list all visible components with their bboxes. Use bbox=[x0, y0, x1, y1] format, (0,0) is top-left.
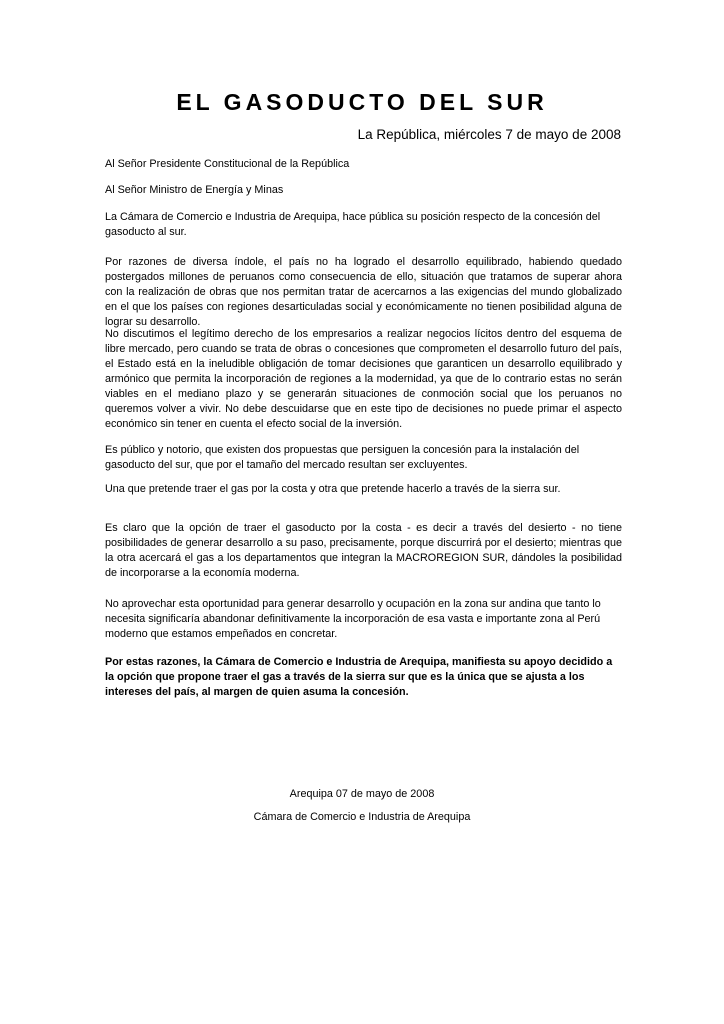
paragraph-coast-or-sierra: Una que pretende traer el gas por la costa y otra que pretende hacerlo a través de la sierra sur. bbox=[105, 483, 561, 495]
publication-dateline: La República, miércoles 7 de mayo de 2008 bbox=[357, 127, 621, 142]
salutation-minister: Al Señor Ministro de Energía y Minas bbox=[105, 184, 284, 196]
paragraph-two-proposals: Es público y notorio, que existen dos propuestas que persiguen la concesión para la instalación del gasoducto del sur, que por el tamaño del mercado resultan ser excluyentes. bbox=[105, 444, 580, 471]
closing-date: Arequipa 07 de mayo de 2008 bbox=[289, 788, 435, 800]
paragraph-free-market: No discutimos el legítimo derecho de los empresarios a realizar negocios lícitos dentro del esquema de libre mercado, pero cuando se trata de obras o concesiones que comprometen el desarrollo futuro del país, el Estado está en la ineludible obligación de tomar decisiones que garanticen un desarrollo equilibrado y armónico que permita la incorporación de regiones a la modernidad, ya que de lo contrario estas no serán viables en el mediano plazo y se generarán situaciones de conmoción social que los peruanos no queremos volver a vivir. No debe descuidarse que en este tipo de decisiones no puede primar el aspecto económico sin tener en cuenta el efecto social de la inversión. bbox=[105, 328, 622, 430]
paragraph-position-statement: La Cámara de Comercio e Industria de Arequipa, hace pública su posición respecto de la concesión del gasoducto al sur. bbox=[105, 211, 601, 238]
paragraph-conclusion: Por estas razones, la Cámara de Comercio e Industria de Arequipa, manifiesta su apoyo decidido a la opción que propone traer el gas a través de la sierra sur que es la única que se ajusta a los intereses del país, al margen de quien asuma la concesión. bbox=[105, 656, 613, 698]
paragraph-development: Por razones de diversa índole, el país no ha logrado el desarrollo equilibrado, habiendo quedado postergados millones de peruanos como consecuencia de ello, situación que tratamos de superar ahora con la realización de obras que nos permitan tratar de acercarnos a las exigencias del mundo globalizado en el que los países con regiones desarticuladas social y económicamente no tienen posibilidad alguna de lograr su desarrollo. bbox=[105, 256, 622, 328]
document-title: EL GASODUCTO DEL SUR bbox=[176, 89, 548, 115]
signature: Cámara de Comercio e Industria de Arequipa bbox=[253, 811, 471, 823]
salutation-president: Al Señor Presidente Constitucional de la República bbox=[105, 158, 350, 170]
paragraph-coast-option: Es claro que la opción de traer el gasoducto por la costa - es decir a través del desierto - no tiene posibilidades de generar desarrollo a su paso, precisamente, porque discurrirá por el desierto; mientras que la otra acercará el gas a los departamentos que integran la MACROREGION SUR, dándoles la posibilidad de incorporarse a la economía moderna. bbox=[105, 522, 622, 579]
paragraph-opportunity: No aprovechar esta oportunidad para generar desarrollo y ocupación en la zona sur andina que tanto lo necesita significaría abandonar definitivamente la incorporación de esa vasta e importante zona al Perú moderno que estamos empeñados en concretar. bbox=[105, 598, 601, 640]
